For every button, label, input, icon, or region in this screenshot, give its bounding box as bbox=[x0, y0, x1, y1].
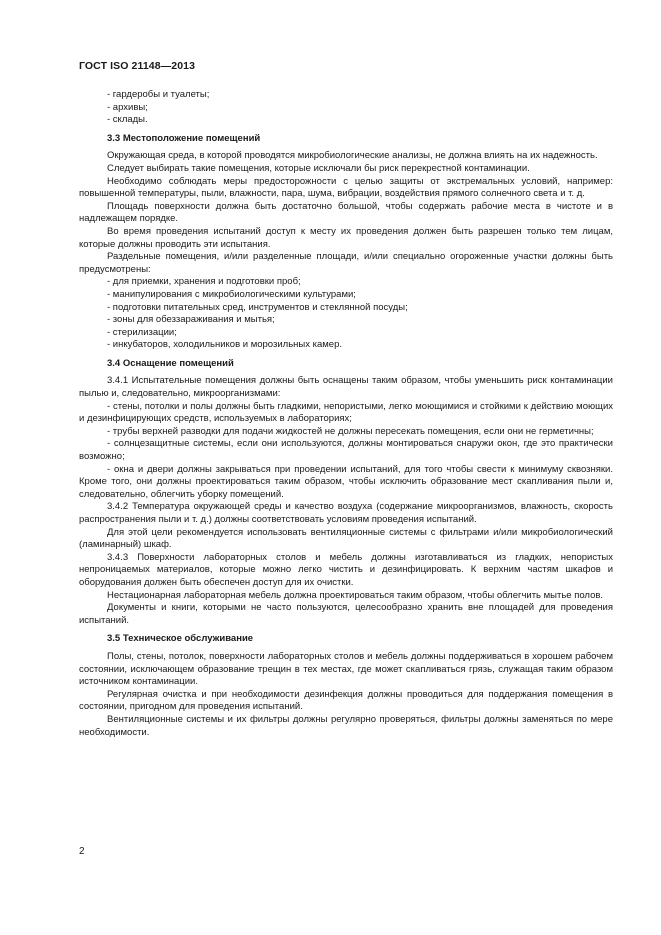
section-heading-3-3: 3.3 Местоположение помещений bbox=[107, 132, 261, 144]
list-item: - склады. bbox=[107, 114, 148, 126]
paragraph: Документы и книги, которыми не часто пользуются, целесообразно хранить вне площадей для проведения испытаний. bbox=[79, 602, 613, 626]
list-item: - зоны для обеззараживания и мытья; bbox=[107, 314, 275, 326]
list-item: - подготовки питательных сред, инструментов и стеклянной посуды; bbox=[107, 301, 408, 313]
bullet-paragraph: - солнцезащитные системы, если они используются, должны монтироваться снаружи окон, где это практически возможно; bbox=[79, 438, 613, 463]
list-item: - гардеробы и туалеты; bbox=[107, 89, 210, 100]
paragraph: Необходимо соблюдать меры предосторожности с целью защиты от экстремальных условий, например: повышенной температуры, пыли, влажности, пара, шума, вибрации, воздействия прямого солнечного света и т. д. bbox=[79, 175, 613, 200]
list-item: - стерилизации; bbox=[107, 326, 177, 338]
paragraph: Вентиляционные системы и их фильтры должны регулярно проверяться, фильтры должны заменяться по мере необходимости. bbox=[79, 713, 613, 738]
section-heading-3-4: 3.4 Оснащение помещений bbox=[107, 357, 234, 369]
bullet-paragraph: - трубы верхней разводки для подачи жидкостей не должны пересекать помещения, если они не герметичны; bbox=[107, 425, 594, 437]
paragraph: Полы, стены, потолок, поверхности лабораторных столов и мебель должны поддерживаться в хорошем рабочем состоянии, исключающем образование трещин в тех местах, где может скапливаться грязь, служащая таким образом источником контаминации. bbox=[79, 650, 613, 688]
list-item: - архивы; bbox=[107, 101, 148, 113]
bullet-paragraph: - окна и двери должны закрываться при проведении испытаний, для того чтобы свести к минимуму сквозняки. Кроме того, они должны проектироваться таким образом, чтобы исключить образование мест скапливания пыли и, следовательно, облегчить уборку помещений. bbox=[79, 463, 613, 500]
document-body bbox=[79, 89, 613, 739]
paragraph: Для этой цели рекомендуется использовать вентиляционные системы с фильтрами и/или микробиологический (ламинарный) шкаф. bbox=[79, 526, 613, 551]
paragraph: Раздельные помещения, и/или разделенные площади, и/или специально огороженные участки должны быть предусмотрены: bbox=[79, 251, 613, 275]
paragraph: 3.4.3 Поверхности лабораторных столов и мебель должны изготавливаться из гладких, непористых непроницаемых материалов, которые можно легко чистить и дезинфицировать. К верхним частям шкафов и оборудования должен быть обеспечен доступ для их очистки. bbox=[79, 551, 613, 588]
paragraph: Нестационарная лабораторная мебель должна проектироваться таким образом, чтобы облегчить мытье полов. bbox=[107, 589, 604, 601]
paragraph: Следует выбирать такие помещения, которые исключали бы риск перекрестной контаминации. bbox=[107, 162, 530, 174]
paragraph: 3.4.2 Температура окружающей среды и качество воздуха (содержание микроорганизмов, влажность, скорость распространения пыли и т. д.) должны соответствовать условиям проведения испытаний. bbox=[79, 501, 613, 525]
paragraph: Во время проведения испытаний доступ к месту их проведения должен быть разрешен только тем лицам, которые должны проводить эти испытания. bbox=[79, 225, 613, 250]
paragraph: Площадь поверхности должна быть достаточно большой, чтобы содержать рабочие места в чистоте и в надлежащем порядке. bbox=[79, 200, 613, 225]
section-heading-3-5: 3.5 Техническое обслуживание bbox=[107, 633, 254, 645]
paragraph: Окружающая среда, в которой проводятся микробиологические анализы, не должна влиять на их надежность. bbox=[107, 150, 598, 162]
paragraph: Регулярная очистка и при необходимости дезинфекция должны проводиться для поддержания помещения в состоянии, пригодном для проведения испытаний. bbox=[79, 688, 613, 713]
list-item: - для приемки, хранения и подготовки проб; bbox=[107, 276, 301, 288]
bullet-paragraph: - стены, потолки и полы должны быть гладкими, непористыми, легко моющимися и стойкими к действию моющих и дезинфицирующих средств, используемых в лабораториях; bbox=[79, 400, 613, 425]
document-header: ГОСТ ISO 21148—2013 bbox=[79, 60, 196, 72]
page-number: 2 bbox=[79, 846, 85, 857]
paragraph: 3.4.1 Испытательные помещения должны быть оснащены таким образом, чтобы уменьшить риск контаминации пылью и, следовательно, микроорганизмами: bbox=[79, 375, 613, 400]
list-item: - инкубаторов, холодильников и морозильных камер. bbox=[107, 339, 342, 351]
list-item: - манипулирования с микробиологическими культурами; bbox=[107, 288, 356, 300]
